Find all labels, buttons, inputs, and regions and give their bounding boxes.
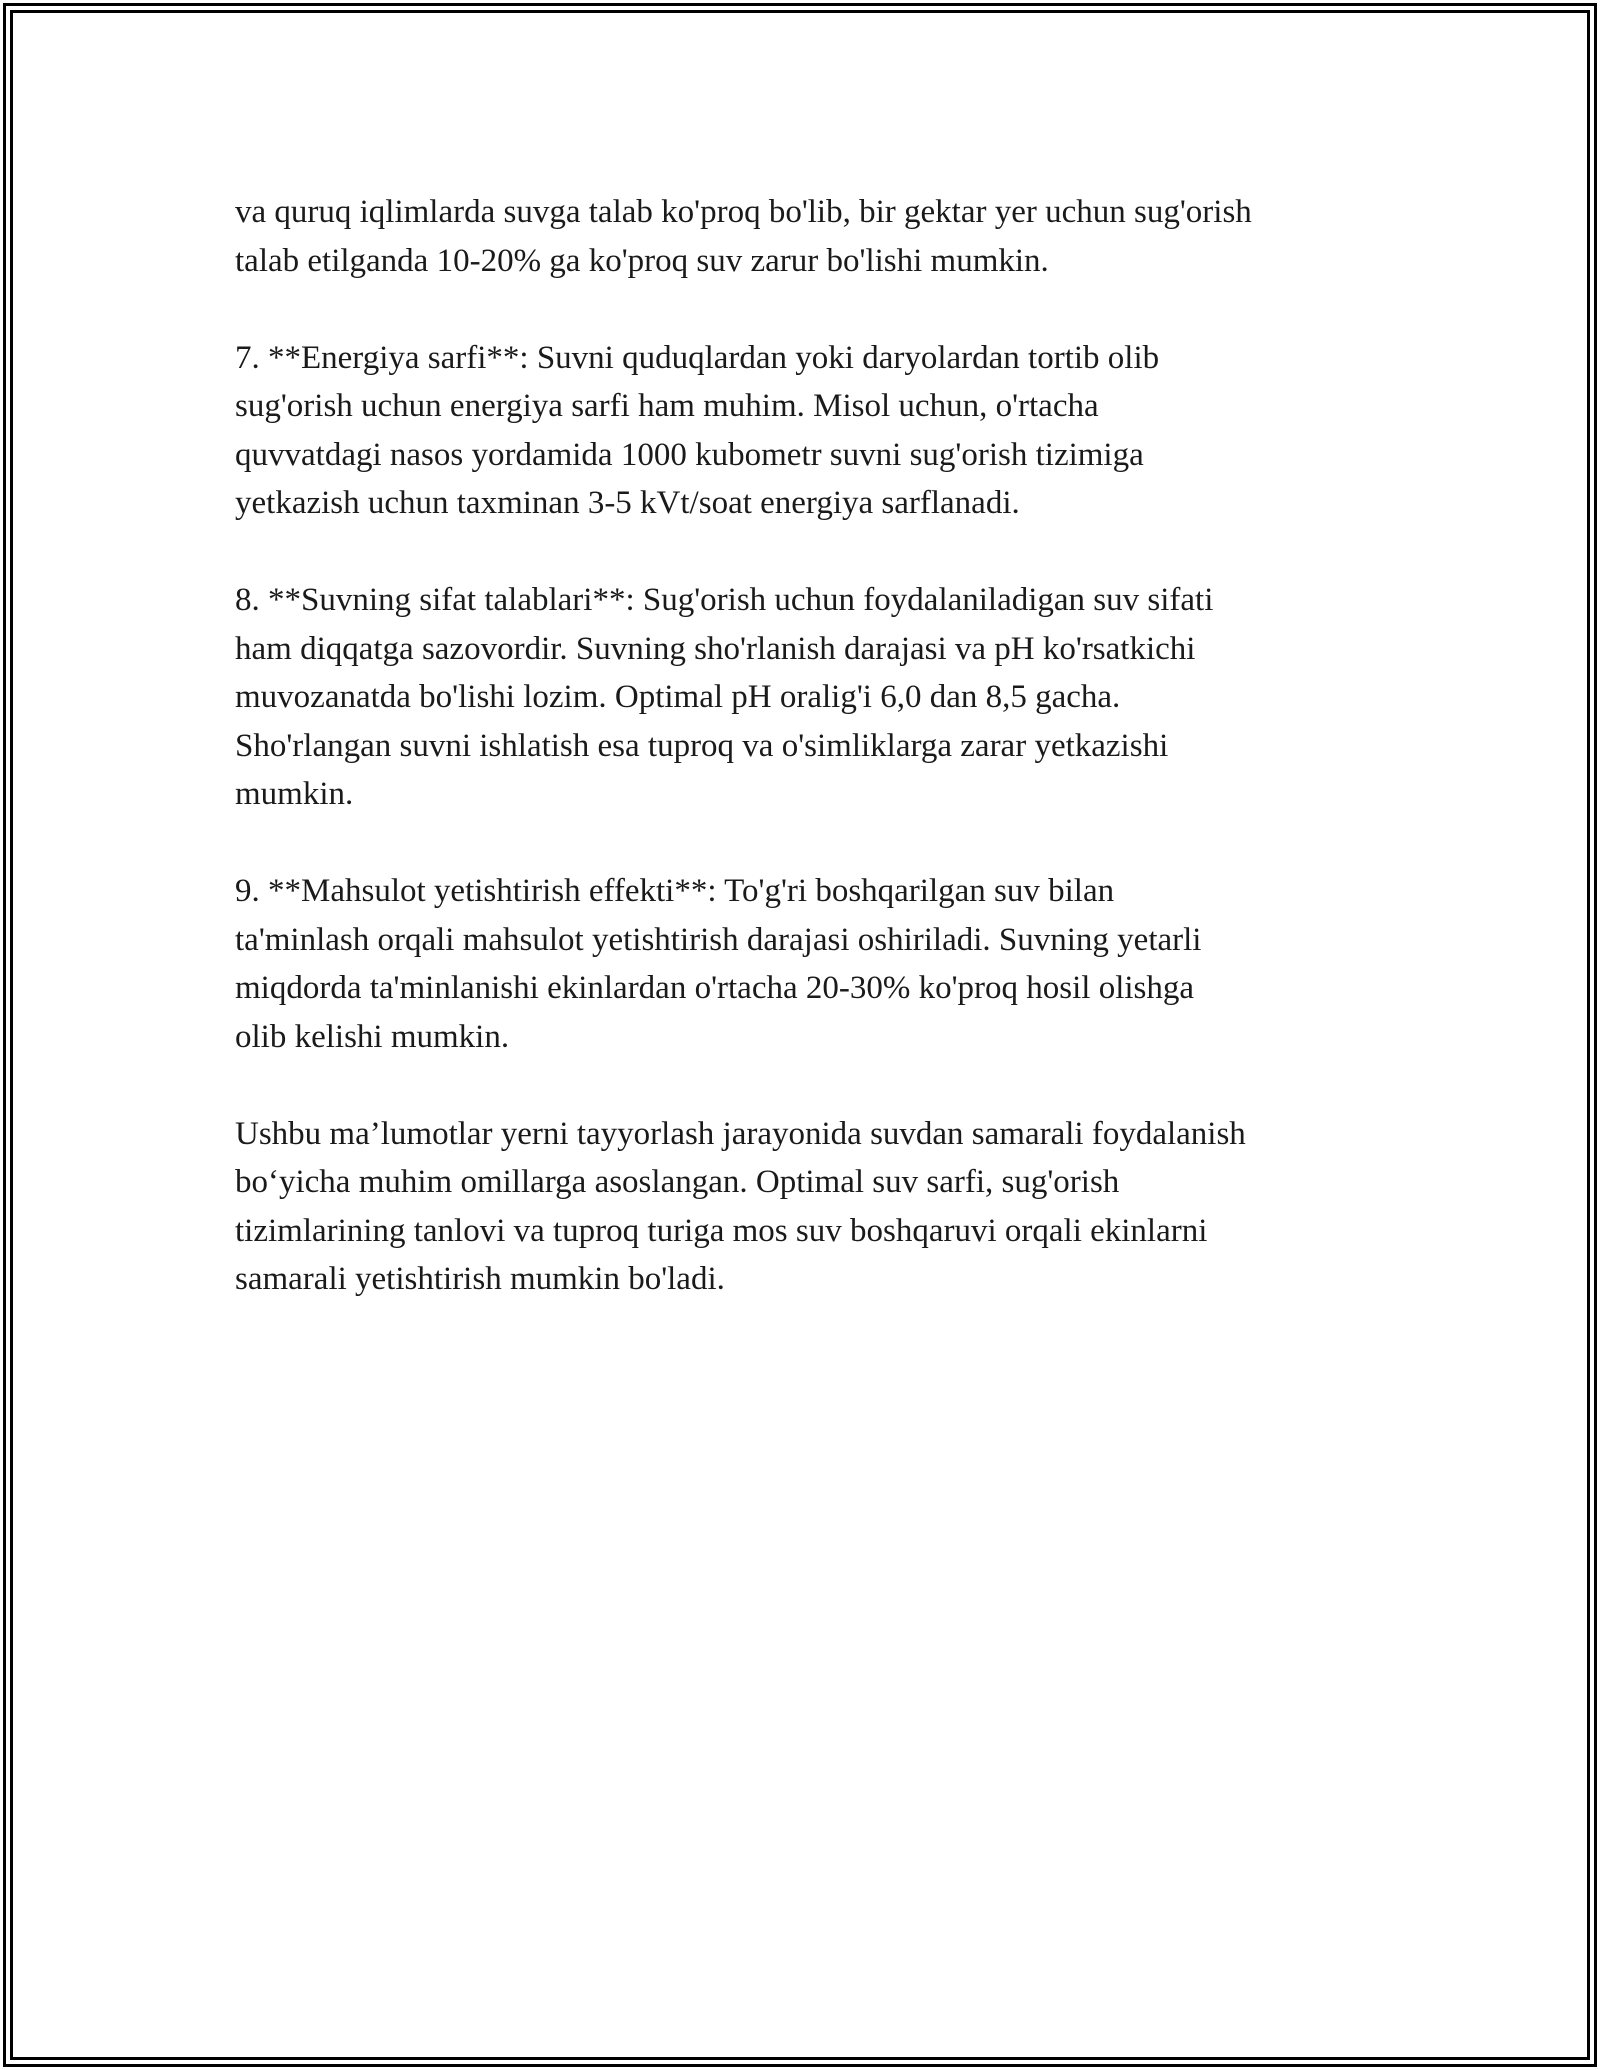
paragraph-crop-yield: 9. **Mahsulot yetishtirish effekti**: To'g'ri boshqarilgan suv bilan ta'minlash orqali mahsulot yetishtirish darajasi oshiriladi. Suvning yetarli miqdorda ta'minlanishi ekinlardan o'rtacha 20-30% ko'proq hosil olishga olib kelishi mumkin. (235, 873, 1202, 1055)
paragraph-continuation: va quruq iqlimlarda suvga talab ko'proq bo'lib, bir gektar yer uchun sug'orish talab etilganda 10-20% ga ko'proq suv zarur bo'lishi mumkin. (235, 194, 1252, 279)
document-body (235, 188, 1375, 1352)
paragraph-conclusion: Ushbu ma’lumotlar yerni tayyorlash jarayonida suvdan samarali foydalanish bo‘yicha muhim omillarga asoslangan. Optimal suv sarfi, sug'orish tizimlarining tanlovi va tuproq turiga mos suv boshqaruvi orqali ekinlarni samarali yetishtirish mumkin bo'ladi. (235, 1115, 1246, 1297)
paragraph-water-quality: 8. **Suvning sifat talablari**: Sug'orish uchun foydalaniladigan suv sifati ham diqqatga sazovordir. Suvning sho'rlanish darajasi va pH ko'rsatkichi muvozanatda bo'lishi lozim. Optimal pH oralig'i 6,0 dan 8,5 gacha. Sho'rlangan suvni ishlatish esa tuproq va o'simliklarga zarar yetkazishi mumkin. (235, 582, 1214, 812)
paragraph-energy-consumption: 7. **Energiya sarfi**: Suvni quduqlardan yoki daryolardan tortib olib sug'orish uchun energiya sarfi ham muhim. Misol uchun, o'rtacha quvvatdagi nasos yordamida 1000 kubometr suvni sug'orish tizimiga yetkazish uchun taxminan 3-5 kVt/soat energiya sarflanadi. (235, 339, 1160, 521)
